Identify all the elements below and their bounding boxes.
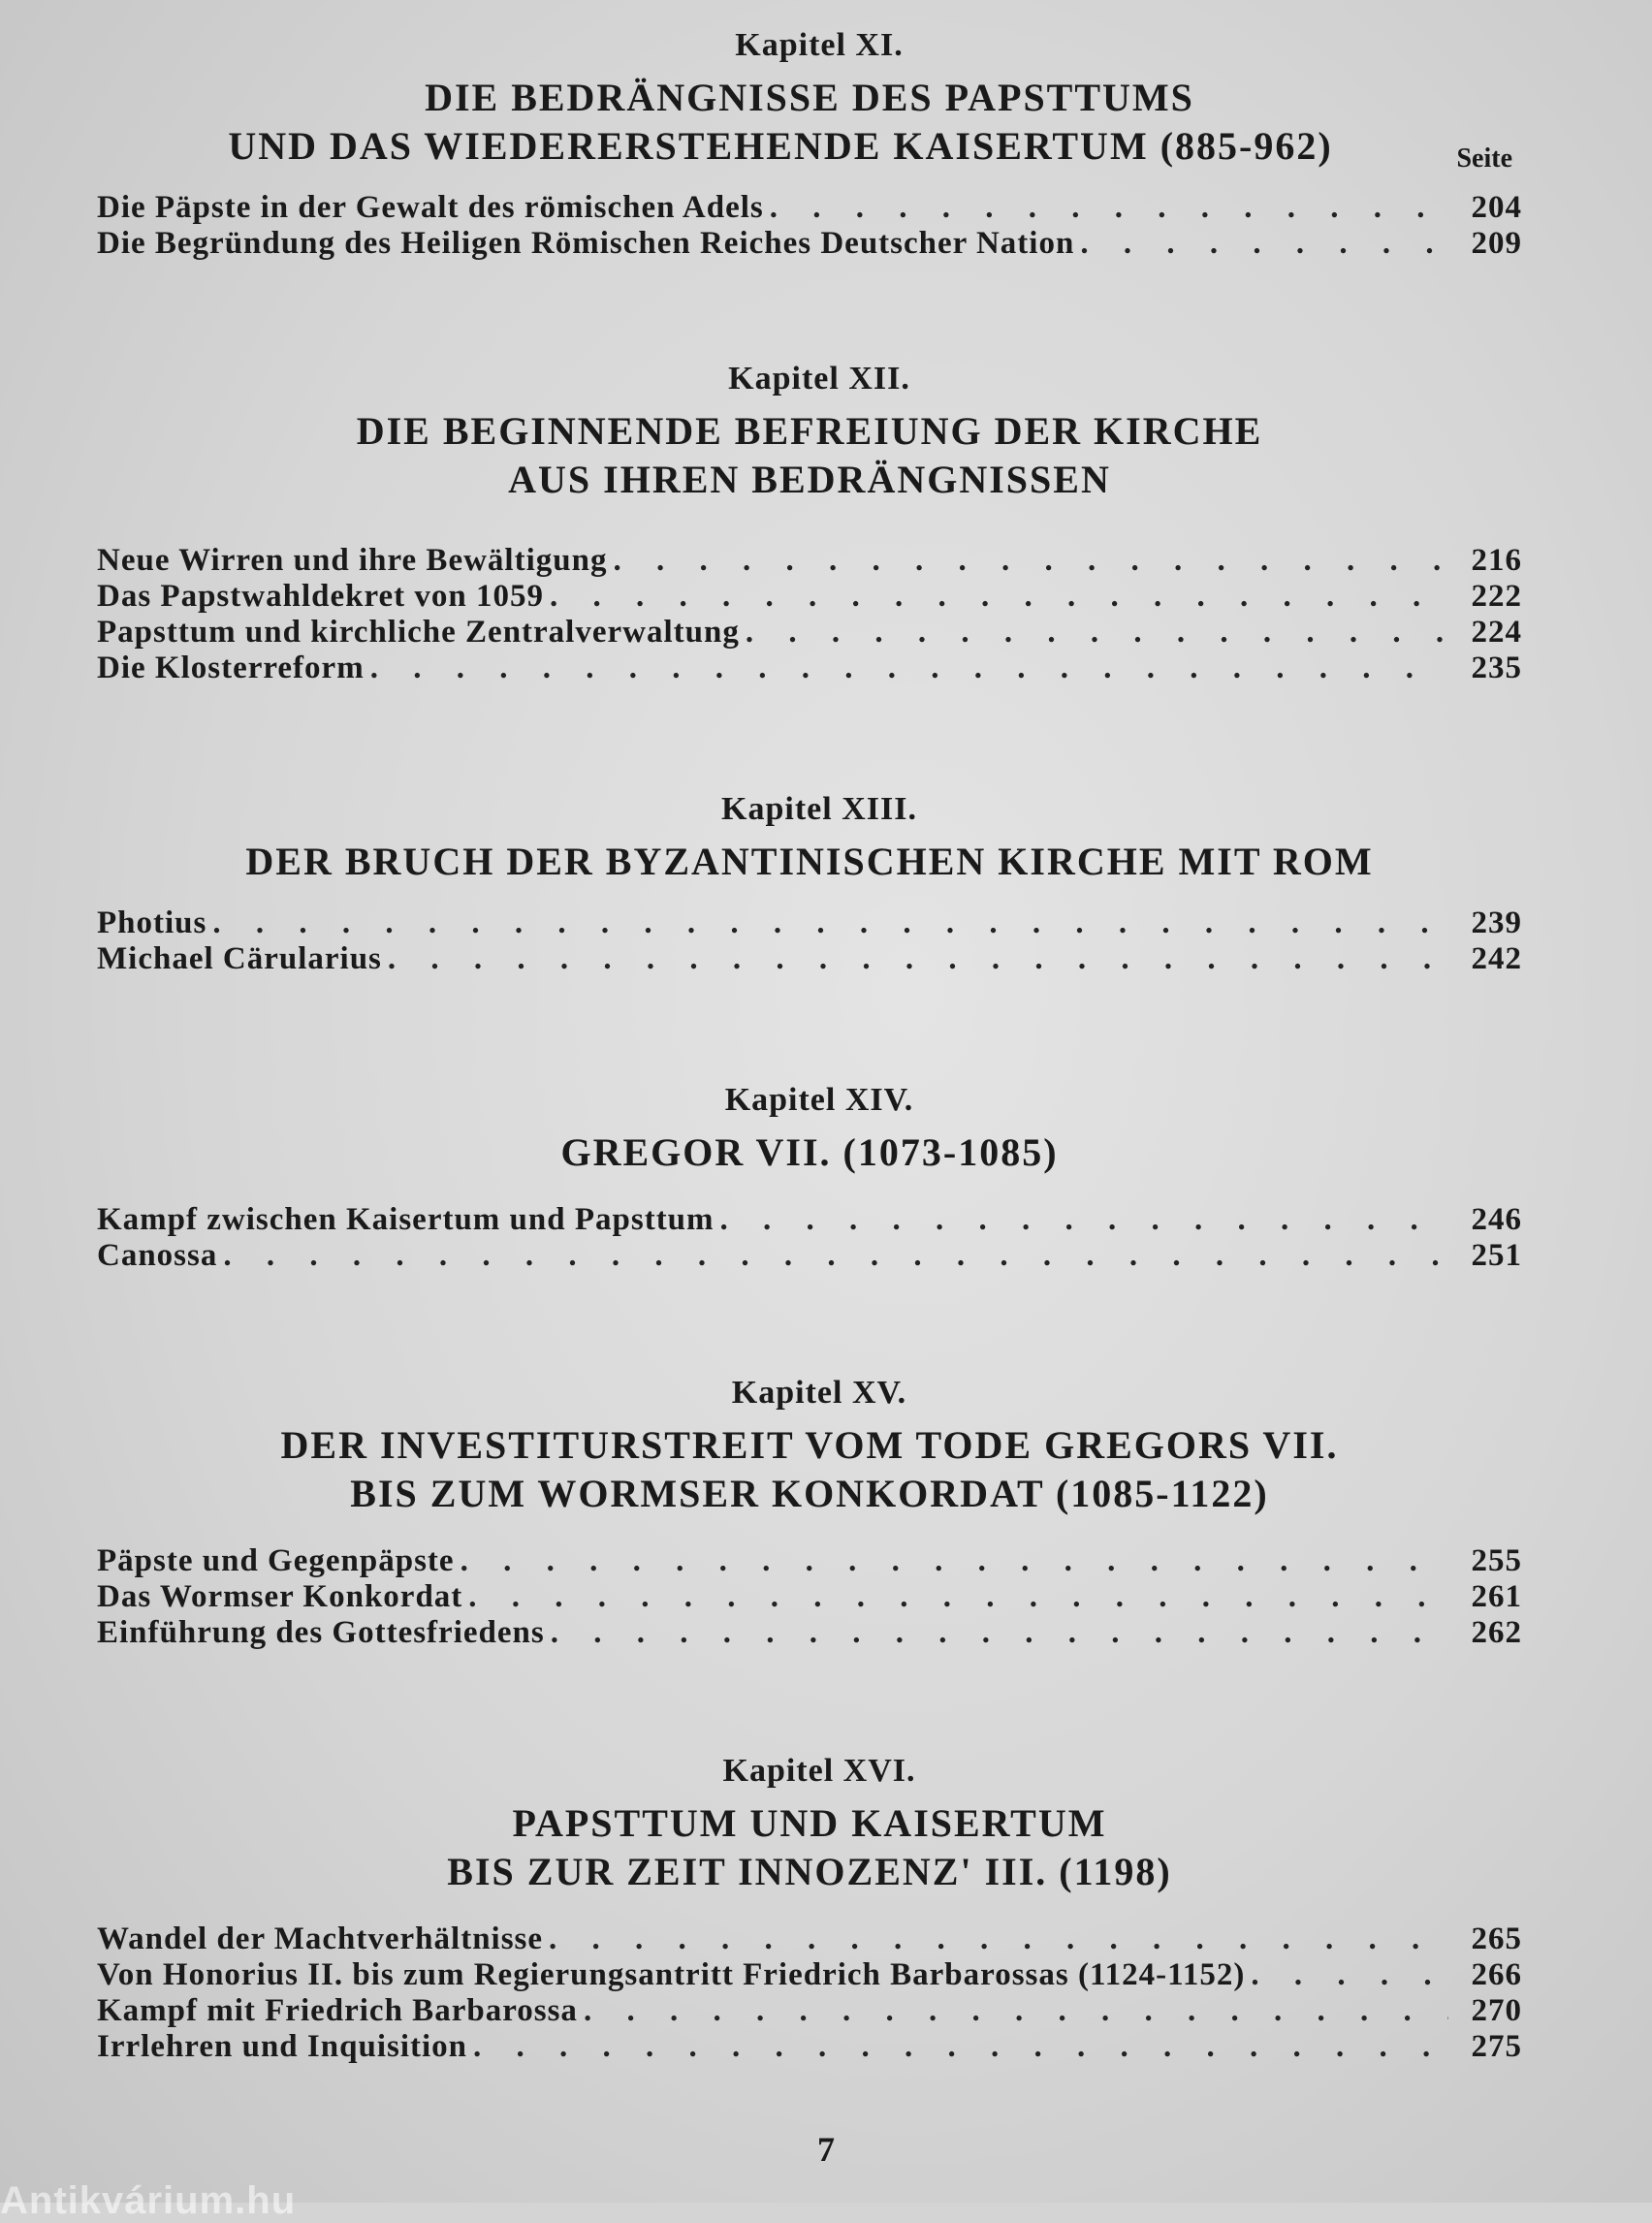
toc-entry[interactable] (97, 1957, 1522, 1993)
chapter-title-line: GREGOR VII. (1073-1085) (560, 1130, 1059, 1174)
chapter-title (97, 74, 1522, 171)
chapter-title-line: PAPSTTUM UND KAISERTUM (512, 1801, 1107, 1845)
chapter-13 (97, 791, 1522, 977)
dot-leader (223, 1238, 1448, 1274)
entry-label: Einführung des Gottesfriedens (97, 1615, 545, 1650)
entry-page: 266 (1471, 1957, 1522, 1992)
chapter-heading: Kapitel XV. (731, 1375, 907, 1411)
toc-entries (97, 905, 1522, 977)
toc-entry[interactable] (97, 1615, 1522, 1651)
entry-label: Irrlehren und Inquisition (97, 2029, 468, 2064)
entry-label: Kampf mit Friedrich Barbarossa (97, 1993, 578, 2028)
chapter-title (97, 838, 1522, 886)
entry-page: 209 (1471, 226, 1522, 261)
chapter-title (97, 1128, 1522, 1177)
dot-leader (720, 1202, 1448, 1238)
dot-leader (212, 905, 1448, 941)
chapter-title (97, 407, 1522, 504)
toc-entry[interactable] (97, 1543, 1522, 1579)
dot-leader (550, 579, 1448, 615)
chapter-heading: Kapitel XII. (728, 361, 910, 397)
chapter-heading: Kapitel XIII. (721, 791, 917, 827)
dot-leader (613, 543, 1448, 579)
dot-leader (1080, 226, 1448, 262)
chapter-title-line: DER BRUCH DER BYZANTINISCHEN KIRCHE MIT ROM (245, 840, 1374, 883)
entry-page: 262 (1471, 1615, 1522, 1650)
toc-entry[interactable] (97, 226, 1522, 262)
seite-label: Seite (1456, 143, 1512, 174)
entry-label: Das Papstwahldekret von 1059 (97, 579, 545, 614)
dot-leader (468, 1579, 1448, 1615)
chapter-11 (97, 27, 1522, 262)
chapter-title-line: DIE BEDRÄNGNISSE DES PAPSTTUMS (425, 76, 1194, 119)
toc-entry[interactable] (97, 543, 1522, 579)
dot-leader (746, 615, 1448, 651)
entry-page: 242 (1471, 941, 1522, 976)
entry-page: 251 (1471, 1238, 1522, 1273)
dot-leader (461, 1543, 1448, 1579)
dot-leader (388, 941, 1448, 977)
toc-entries (97, 543, 1522, 686)
chapter-title-line: BIS ZUR ZEIT INNOZENZ' III. (1198) (447, 1850, 1172, 1893)
entry-label: Von Honorius II. bis zum Regierungsantritt Friedrich Barbarossas (1124-1152) (97, 1957, 1246, 1992)
chapter-title (97, 1421, 1522, 1518)
entry-page: 261 (1471, 1579, 1522, 1614)
toc-entry[interactable] (97, 579, 1522, 615)
chapter-heading: Kapitel XVI. (722, 1753, 916, 1789)
entry-label: Papsttum und kirchliche Zentralverwaltung (97, 615, 740, 650)
dot-leader (370, 651, 1448, 686)
entry-page: 246 (1471, 1202, 1522, 1237)
chapter-heading: Kapitel XIV. (724, 1082, 914, 1118)
entry-page: 275 (1471, 2029, 1522, 2064)
entry-page: 255 (1471, 1543, 1522, 1578)
toc-entry[interactable] (97, 905, 1522, 941)
entry-label: Wandel der Machtverhältnisse (97, 1921, 544, 1956)
toc-entry[interactable] (97, 1238, 1522, 1274)
chapter-12 (97, 361, 1522, 686)
toc-entry[interactable] (97, 941, 1522, 977)
entry-page: 222 (1471, 579, 1522, 614)
dot-leader (584, 1993, 1448, 2029)
entry-label: Neue Wirren und ihre Bewältigung (97, 543, 608, 578)
toc-entry[interactable] (97, 190, 1522, 226)
toc-entry[interactable] (97, 651, 1522, 686)
entry-page: 224 (1471, 615, 1522, 650)
chapter-title (97, 1799, 1522, 1896)
dot-leader (1251, 1957, 1448, 1993)
entry-page: 270 (1471, 1993, 1522, 2028)
entry-page: 216 (1471, 543, 1522, 578)
toc-entries (97, 1921, 1522, 2065)
chapter-15 (97, 1375, 1522, 1651)
entry-label: Die Begründung des Heiligen Römischen Reiches Deutscher Nation (97, 226, 1075, 261)
toc-entry[interactable] (97, 1202, 1522, 1238)
page-number: 7 (817, 2130, 835, 2169)
toc-entry[interactable] (97, 1579, 1522, 1615)
dot-leader (549, 1921, 1448, 1957)
entry-label: Photius (97, 905, 207, 940)
toc-entry[interactable] (97, 615, 1522, 651)
toc-entry[interactable] (97, 1921, 1522, 1957)
toc-entries (97, 190, 1522, 262)
entry-page: 239 (1471, 905, 1522, 940)
entry-label: Canossa (97, 1238, 218, 1273)
toc-entries (97, 1543, 1522, 1651)
entry-label: Die Klosterreform (97, 651, 365, 685)
chapter-title-line: UND DAS WIEDERERSTEHENDE KAISERTUM (885-962) (228, 124, 1333, 168)
entry-page: 204 (1471, 190, 1522, 225)
chapter-title-line: AUS IHREN BEDRÄNGNISSEN (508, 458, 1111, 501)
watermark: Antikvárium.hu (0, 2179, 297, 2222)
chapter-title-line: DIE BEGINNENDE BEFREIUNG DER KIRCHE (356, 409, 1263, 453)
entry-label: Michael Cärularius (97, 941, 382, 976)
chapter-title-line: BIS ZUM WORMSER KONKORDAT (1085-1122) (350, 1472, 1269, 1515)
dot-leader (551, 1615, 1448, 1651)
toc-entry[interactable] (97, 1993, 1522, 2029)
entry-label: Die Päpste in der Gewalt des römischen Adels (97, 190, 764, 225)
entry-label: Das Wormser Konkordat (97, 1579, 463, 1614)
entry-label: Päpste und Gegenpäpste (97, 1543, 455, 1578)
chapter-title-line: DER INVESTITURSTREIT VOM TODE GREGORS VII. (280, 1423, 1339, 1467)
dot-leader (770, 190, 1448, 226)
entry-page: 265 (1471, 1921, 1522, 1956)
chapter-16 (97, 1753, 1522, 2065)
dot-leader (473, 2029, 1448, 2065)
toc-entries (97, 1202, 1522, 1274)
chapter-14 (97, 1082, 1522, 1274)
chapter-heading: Kapitel XI. (735, 27, 904, 63)
toc-entry[interactable] (97, 2029, 1522, 2065)
entry-label: Kampf zwischen Kaisertum und Papsttum (97, 1202, 715, 1237)
entry-page: 235 (1471, 651, 1522, 685)
